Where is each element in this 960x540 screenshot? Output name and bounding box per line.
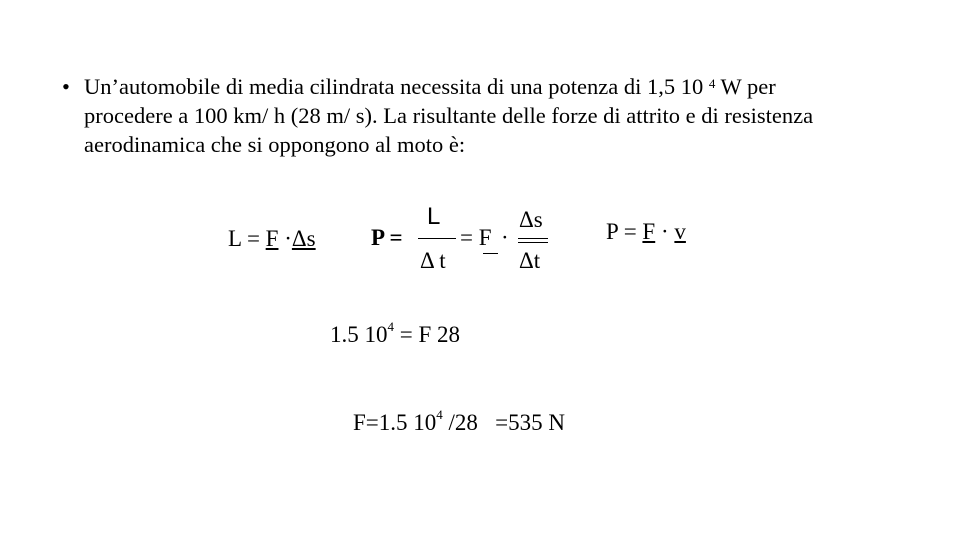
displacement-numerator: Δs bbox=[519, 207, 543, 232]
bullet-icon: • bbox=[62, 74, 70, 99]
calc2-rest: /28 =535 N bbox=[442, 410, 565, 435]
power-fraction-formula bbox=[371, 205, 561, 275]
calculation-line-1 bbox=[330, 319, 461, 348]
calc2-base: F=1.5 10 bbox=[353, 410, 437, 435]
problem-text bbox=[84, 72, 862, 159]
work-formula bbox=[228, 226, 316, 252]
force-vector: F bbox=[265, 226, 279, 251]
fraction-bar-2 bbox=[518, 238, 548, 239]
calc1-rest: = F 28 bbox=[394, 322, 461, 347]
calculation-line-2 bbox=[330, 384, 565, 462]
calc1-base: 1.5 10 bbox=[330, 322, 388, 347]
dot-operator-2: · bbox=[501, 225, 509, 250]
time-denominator-1: Δ t bbox=[420, 248, 446, 273]
force-underline bbox=[483, 253, 498, 254]
fraction-bar-1 bbox=[418, 238, 456, 239]
calc2-exponent: 4 bbox=[436, 407, 443, 422]
calc1-exponent: 4 bbox=[387, 319, 394, 334]
problem-text-part2: W per procedere a 100 km/ h (28 m/ s). La risultante delle forze di attrito e di resistenza aerodinamica che si oppongono al moto è: bbox=[84, 74, 814, 157]
power-velocity-formula bbox=[606, 219, 686, 245]
problem-statement bbox=[62, 72, 862, 159]
work-formula-lhs: L = bbox=[228, 226, 266, 251]
dot-operator: · bbox=[278, 226, 292, 251]
displacement-underline bbox=[518, 242, 548, 243]
power-lhs: P = bbox=[371, 225, 403, 250]
dot-operator-3: · bbox=[655, 219, 675, 244]
work-numerator: L bbox=[427, 203, 441, 230]
displacement-vector: Δs bbox=[291, 226, 316, 251]
power-velocity-lhs: P = bbox=[606, 219, 643, 244]
force-vector-2: F bbox=[642, 219, 656, 244]
problem-exponent: 4 bbox=[708, 76, 716, 91]
problem-text-part1: Un’automobile di media cilindrata necessita di una potenza di 1,5 10 bbox=[84, 74, 709, 99]
equals-force: = F bbox=[460, 225, 492, 250]
velocity-vector: v bbox=[674, 219, 686, 244]
time-denominator-2: Δt bbox=[519, 248, 541, 273]
